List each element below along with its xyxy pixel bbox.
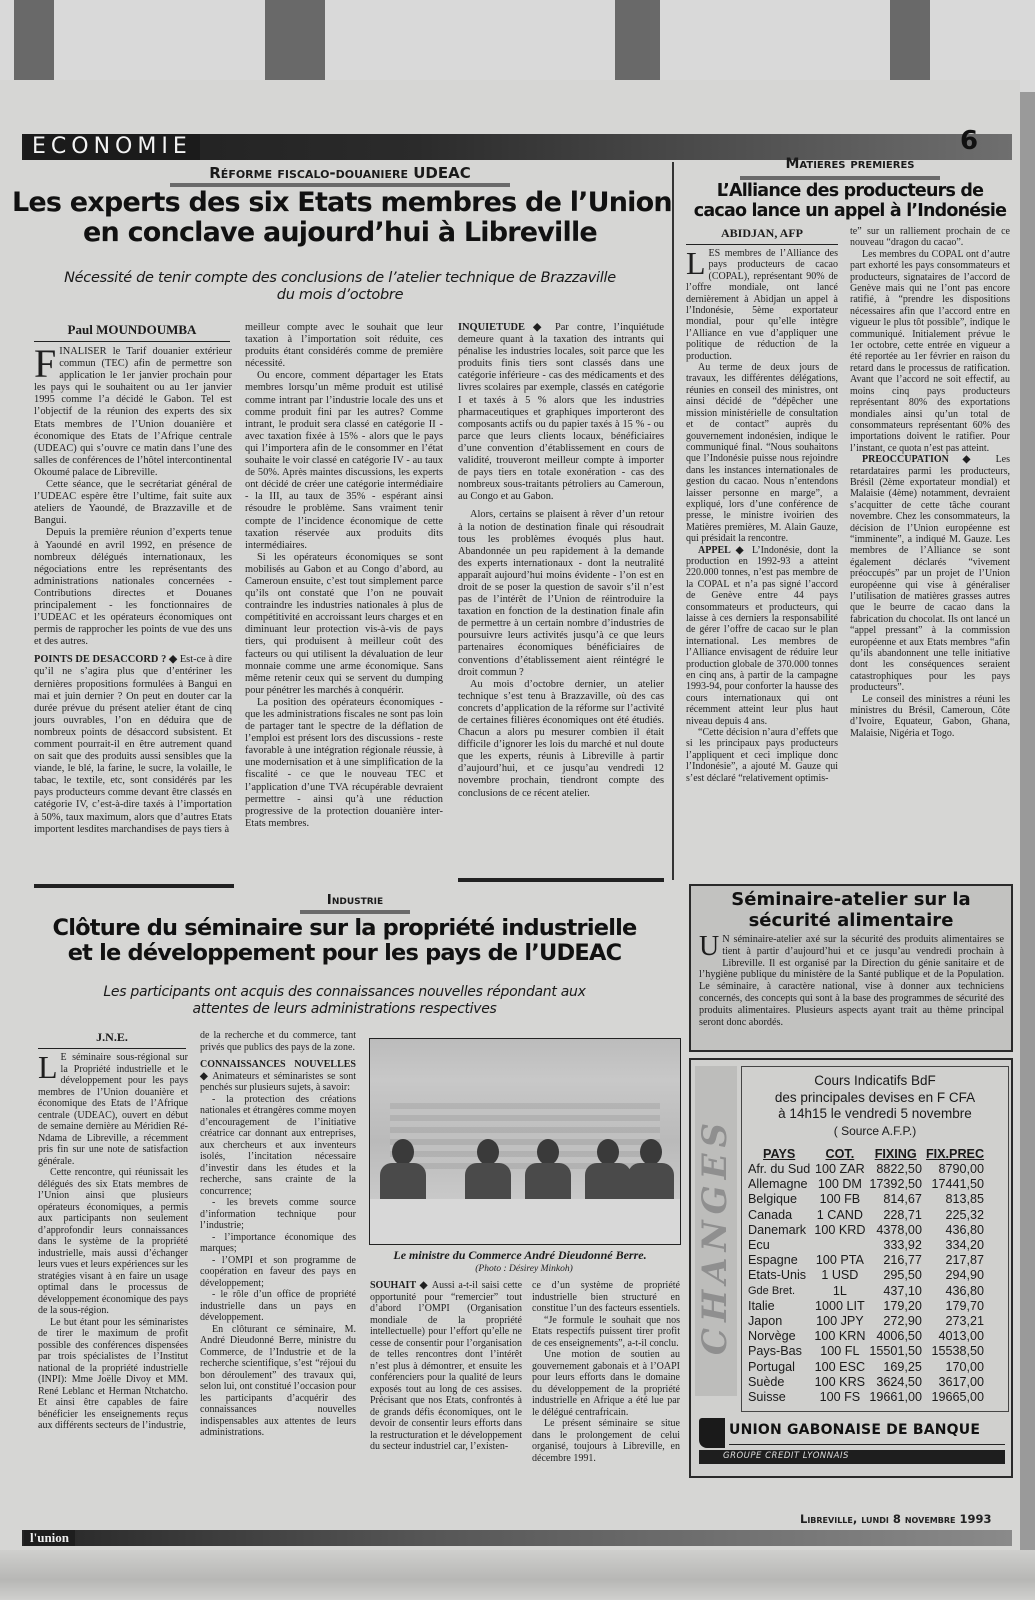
cell-previous-fixing: 813,85 [945, 1192, 985, 1207]
paragraph: En clôturant ce séminaire, M. André Dieudonné Berre, ministre du Commerce, de l’Industrie et de la recherche scientifique, s’est “réjoui du bon déroulement” des travaux qui, selon lui, ont constitué l’occasion pour les participants d’acquérir des connaissances nouvelles indispensables aux attentes de leurs administrations. [200, 1323, 356, 1438]
paragraph: Si les opérateurs économiques se sont mobilisés au Gabon et au Congo d’abord, au Cameroun ensuite, c’est tout simplement parce qu’ils ont constaté que l’on ne pouvait contraindre les industries nationales à plus de compétitivité en accroissant leurs charges et en diminuant leur protection vis-à-vis de pays tiers, qui produisent à meilleur coût des facteurs ou qui utilisent la dévaluation de leur monnaie comme une arme économique. Sans même retenir ceux qui se servent du dumping pour pénétrer les marchés à conquérir. [245, 551, 443, 696]
cell-quotation: 100 KRN [814, 1329, 866, 1344]
background-strip [0, 0, 1035, 92]
table-row [746, 1329, 986, 1344]
cell-previous-fixing: 273,21 [945, 1314, 985, 1329]
udeac-headline-line2: en conclave aujourd’hui à Libreville [83, 217, 597, 249]
udeac-byline: Paul MOUNDOUMBA [34, 322, 230, 342]
paragraph: ES membres de l’Alliance des pays producteurs de cacao (COPAL), représentant 90% de l’offre mondiale, ont lancé dernièrement à Abidjan un appel à l’Indonésie, 5ème exportateur mondial, pour qu’elle intègre l’Alliance en vue d’appliquer une politique de réduction de la production. [686, 248, 838, 362]
paragraph: Le conseil des ministres a réuni les ministres du Brésil, Cameroun, Côte d’Ivoire, Equateur, Gabon, Ghana, Malaisie, Nigéria et Togo. [850, 693, 1010, 739]
cell-quotation: 100 JPY [816, 1314, 864, 1329]
cell-fixing: 3624,50 [876, 1374, 922, 1389]
udeac-column-3 [458, 322, 664, 800]
background-bar [265, 0, 325, 90]
cell-country: Portugal [748, 1359, 795, 1374]
industrie-deck-line2: attentes de leurs administrations respectives [192, 1000, 497, 1017]
cell-country: Espagne [748, 1253, 798, 1268]
column-header: FIXING [874, 1146, 917, 1161]
cacao-column-2 [850, 226, 1010, 739]
subhead: INQUIETUDE ◆ [458, 322, 547, 333]
paragraph: N séminaire-atelier axé sur la sécurité des produits alimentaires se tient à partir d’aujourd’hui et ce jusqu’au vendredi prochain à Libreville. Il est organisé par la Direction du génie sanitaire et de l’hygiène publique du ministère de la Santé publique et de la Population. Le séminaire, à caractère national, vise à donner aux techniciens concernés, des concepts qui sont à la base des programmes de sécurité des produits alimentaires. Plusieurs aspects ayant trait au thème principal seront donc abordés. [699, 934, 1004, 1028]
paragraph: Ou encore, comment départager les Etats membres lorsqu’un même produit est utilisé comme intrant par l’industrie locale des uns et comme produit fini par les autres? Comme intrant, le produit sera classé en catégorie II - avec taxation fixée à 15% - alors que le pays qui l’importera afin de le consommer en l’état souhaite le voir classé en catégorie IV - au taux de 50%. Après maintes discussions, les experts ont décidé de créer une catégorie intermédiaire - la III, au taux de 35% - espérant ainsi résoudre le problème. Sans vraiment tenir compte de l’incidence économique de cette taxation réservée aux produits dits intermédiaires. [245, 370, 443, 551]
paragraph: - les brevets comme source d’information technique pour l’industrie; [200, 1197, 356, 1231]
cell-country: Belgique [748, 1192, 798, 1207]
paragraph: Le présent séminaire se situe dans le prolongement de celui organisé, toujours à Libreville, en décembre 1991. [532, 1418, 680, 1464]
table-row [746, 1223, 986, 1238]
cell-country: Gde Bret. [748, 1284, 796, 1297]
exchange-rates-box [689, 1058, 1013, 1478]
food-title-line2: sécurité alimentaire [748, 910, 954, 931]
udeac-column-1 [34, 341, 232, 836]
paragraph: de la recherche et du commerce, tant privés que publics des pays de la zone. [200, 1030, 356, 1053]
exchange-rates-panel [741, 1066, 1009, 1412]
cell-quotation: 100 ESC [814, 1359, 866, 1374]
bank-advert [691, 1412, 1011, 1474]
background-bar [615, 0, 660, 90]
cell-quotation: 1 USD [821, 1268, 859, 1283]
cell-fixing: 814,67 [883, 1192, 922, 1207]
drop-cap: F [34, 341, 57, 386]
kicker-rule [300, 910, 410, 914]
industrie-kicker: Industrie [326, 892, 384, 908]
footer-bar [22, 1530, 1012, 1546]
cell-country: Suède [748, 1374, 785, 1389]
industrie-headline-line1: Clôture du séminaire sur la propriété industrielle [52, 915, 637, 941]
paragraph: Est-ce à dire qu’il ne s’agira plus que d’entériner les dernières propositions formulées à Bangui en mai et juin dernier ? On peut en douter car la durée prévue du présent atelier étant de cinq jours ouvrables, l’on en déduira que de nombreux points de désaccord subsistent. Et comment pourrait-il en être autrement quand on sait que des produits aussi sensibles que la viande, le blé, la farine, le sucre, la volaille, le tabac, le textile, etc, sont considérés par les pays producteurs comme devant être classés en catégorie IV, c’est-à-dire taxés à l’importation à 50%, taux maximum, alors que d’autres Etats importent lesdites marchandises de pays tiers à [34, 654, 232, 835]
paragraph: ce d’un système de propriété industrielle bien structuré en constitue l’un des facteurs essentiels. [532, 1280, 681, 1314]
table-header-row [746, 1145, 986, 1162]
cell-quotation: 100 FL [820, 1344, 860, 1359]
table-row [746, 1162, 986, 1177]
cell-fixing: 4006,50 [876, 1329, 922, 1344]
section-label: ECONOMIE [24, 134, 200, 160]
paragraph: te” sur un ralliement prochain de ce nouveau “dragon du cacao”. [850, 226, 1010, 249]
cell-country: Japon [748, 1314, 783, 1329]
newspaper-name: l'union [24, 1530, 75, 1546]
cell-quotation: 100 KRS [814, 1374, 866, 1389]
column-header: COT. [825, 1146, 855, 1161]
cell-country: Suisse [748, 1390, 786, 1405]
cell-previous-fixing: 8790,00 [938, 1162, 985, 1176]
fx-heading-line4: ( Source A.F.P.) [833, 1123, 917, 1138]
table-row [746, 1284, 986, 1299]
cell-previous-fixing: 170,00 [945, 1359, 985, 1374]
cell-quotation [812, 1238, 867, 1253]
cell-quotation: 100 FS [819, 1390, 861, 1405]
paragraph: Une motion de soutien au gouvernement gabonais et à l’OAPI pour leurs efforts dans le domaine du développement de la propriété industrielle en Afrique a été lue par le délégué centrafricain. [532, 1349, 680, 1418]
subhead: PREOCCUPATION ◆ [862, 454, 982, 466]
udeac-deck-line1: Nécessité de tenir compte des conclusions de l’atelier technique de Brazzaville [64, 270, 616, 286]
table-row [746, 1238, 986, 1253]
changes-side-label [695, 1066, 737, 1396]
udeac-kicker: Réforme fiscalo-douaniere UDEAC [209, 164, 471, 182]
cell-quotation: 1L [832, 1283, 847, 1298]
cell-fixing: 179,20 [883, 1298, 922, 1313]
udeac-deck-line2: du mois d’octobre [276, 287, 404, 304]
cell-previous-fixing: 334,20 [945, 1238, 985, 1253]
bank-rule [729, 1444, 1005, 1445]
exchange-rates-heading [742, 1073, 1008, 1139]
paragraph: Au terme de deux jours de travaux, les différentes délégations, réunies en conseil des ministres, ont ainsi décidé de “dépêcher une mission ministérielle de consultation et de contact” auprès du gouvernement indonésien, indique le communiqué final. “Nous souhaitons que l’Indonésie puisse nous rejoindre dans les instances internationales de gestion du cacao. Nous n’entendons laisser personne en marge”, a expliqué, lors d’une conférence de presse, le ministre ivoirien des Matières premières, M. Alain Gauze, qui présidait la rencontre. [686, 362, 838, 545]
cacao-kicker: Matieres premieres [785, 156, 915, 172]
cell-fixing: 437,10 [883, 1283, 922, 1298]
paragraph: Cette séance, que le secrétariat général de l’UDEAC espère être l’ultime, fait suite aux ateliers de Yaoundé, de Brazzaville et de Bangui. [34, 479, 232, 527]
bank-group: GROUPE CREDIT LYONNAIS [723, 1451, 849, 1461]
subhead: CONNAISSANCES NOUVELLES ◆ [200, 1059, 356, 1082]
paragraph: Les retardataires parmi les producteurs, Brésil (2ème exportateur mondial) et Malaisie (4ème) notamment, devraient s’acquitter de cette tâche courant novembre. Chez les consommateurs, la décision de l’Union européenne est “imminente”, a indiqué M. Gauze. Les membres de l’Alliance se sont également déclarés “vivement préoccupés” par un projet de l’Union européenne qui vise à généraliser l’utilisation de matières grasses autres que le beurre de cacao dans la fabrication du chocolat. Ils ont lancé un “appel pressant” à la commission européenne et aux Etats membres “afin qu’ils abandonnent une telle initiative dont les conséquences seraient catastrophiques pour les pays producteurs”. [850, 454, 1011, 694]
cell-previous-fixing: 17441,50 [931, 1177, 985, 1192]
cell-quotation: 100 PTA [815, 1253, 864, 1268]
column-divider [672, 162, 674, 880]
cell-previous-fixing: 225,32 [945, 1207, 985, 1222]
page-fold [0, 1550, 1035, 1600]
paragraph: Depuis la première réunion d’experts tenue à Yaoundé en avril 1992, en présence de nombreux délégués internationaux, les négociations entre les représentants des administrations nationales concernées - Contributions directes et Douanes principalement - les fonctionnaires de l’UDEAC et les opérateurs économiques ont permis de rapprocher les points de vue des uns et des autres. [34, 527, 232, 648]
paragraph: - l’OMPI et son programme de coopération en faveur des pays en développement; [200, 1254, 356, 1289]
cell-fixing: 295,50 [883, 1268, 922, 1283]
drop-cap: L [38, 1049, 58, 1085]
cacao-column-1 [686, 245, 839, 784]
paragraph: INALISER le Tarif douanier extérieur commun (TEC) afin de permettre son application le 1er janvier prochain pour les pays qui le souhaitent ou au 1er janvier 1995 comme l’a décidé le Gabon. Tel est l’objectif de la réunion des experts des six Etats membres de l’Union douanière et économique des Etats de l’Afrique centrale (UDEAC) qui s’ouvre ce matin dans l’une des salles de conférences de l’hôtel intercontinental Okoumé palace de Libreville. [34, 346, 232, 478]
changes-label-text: CHANGES [695, 1116, 735, 1356]
cell-fixing: 4378,00 [876, 1222, 922, 1237]
article-divider [34, 884, 234, 888]
cell-country: Etats-Unis [748, 1268, 807, 1283]
table-row [746, 1253, 986, 1268]
photo-caption: Le ministre du Commerce André Dieudonné Berre. [393, 1248, 647, 1262]
paragraph: E séminaire sous-régional sur la Propriété industrielle et le développement pour les pays membres de l’Union douanière et économique des Etats de l’Afrique centrale (UDEAC), ouvert en début de semaine dernière au Méridien Ré-Ndama de Libreville, a récemment pris fin sur une note de satisfaction générale. [38, 1052, 188, 1167]
industrie-column-3 [370, 1280, 522, 1453]
cell-fixing: 15501,50 [869, 1344, 922, 1359]
paragraph: - le rôle d’un office de propriété industrielle dans un pays en développement. [200, 1289, 356, 1323]
cell-country: Afr. du Sud [748, 1162, 811, 1176]
table-row [746, 1314, 986, 1329]
photo-table [370, 1199, 680, 1244]
cell-quotation: 1 CAND [816, 1207, 863, 1222]
industrie-column-2 [200, 1030, 356, 1439]
drop-cap: U [699, 931, 720, 962]
cell-fixing: 169,25 [883, 1359, 922, 1374]
column-header: FIX.PREC [925, 1146, 985, 1161]
cell-fixing: 17392,50 [869, 1177, 922, 1192]
cell-previous-fixing: 436,80 [945, 1222, 985, 1237]
cell-country: Danemark [748, 1222, 807, 1237]
paragraph: Par contre, l’inquiétude demeure quant à la taxation des intrants qui pénalise les industries locales, soit parce que les produits finis tiers sont classés dans une catégorie inférieure - cas des médicaments et des livres scolaires par exemple, classés en catégorie I et taxés à 5 % alors que les industries pharmaceutiques et graphiques importeront des composants actifs ou du papier taxés à 15 % - ou parce que leurs clients locaux, bénéficiaires d’une convention d’établissement en cours de validité, trouveront meilleur compte à importer de pays tiers en totale exonération - cas des nombreux sous-traitants pétroliers au Cameroun, au Congo et au Gabon. [458, 322, 664, 503]
cell-country: Canada [748, 1207, 793, 1222]
cell-quotation: 100 FB [819, 1192, 861, 1207]
cell-previous-fixing: 217,87 [945, 1253, 985, 1268]
cell-previous-fixing: 15538,50 [931, 1344, 985, 1359]
exchange-rates-table [746, 1145, 986, 1405]
column-header: PAYS [763, 1146, 796, 1161]
table-row [746, 1208, 986, 1223]
cell-fixing: 228,71 [883, 1207, 922, 1222]
paragraph: Au mois d’octobre dernier, un atelier technique s’est tenu à Brazzaville, où des cas concrets d’application de la réforme sur l’activité de certaines filières économiques ont été étudiés. Chacun a alors pu mesurer combien il était difficile d’ignorer les lois du marché et nul doute que les experts, réunis à Libreville à partir d’aujourd’hui, et ce jusqu’au vendredi 12 novembre prochain, tiendront compte des conclusions de ce récent atelier. [458, 678, 664, 799]
table-row [746, 1390, 986, 1405]
industrie-deck-line1: Les participants ont acquis des connaissances nouvelles répondant aux [103, 984, 586, 1000]
paragraph: Les membres du COPAL ont d’autre part exhorté les pays consommateurs et producteurs, signataires de l’accord de Genève mais qui ne l’ont pas encore ratifié, à “prendre les dispositions nécessaires afin que l’accord entre en vigueur le plus tôt possible”, indique le communiqué. Initialement prévue le 1er octobre, cette entrée en vigueur a été reportée au 1er février en raison du retard dans le processus de ratification. Avant que l’accord ne soit effectif, au moins cinq pays producteurs représentant 80% des exportations mondiales ainsi qu’un total de consommateurs représentant 60% des importations doivent le ratifier. Pour l’instant, ce quota n’est pas atteint. [850, 248, 1010, 454]
paragraph: “Cette décision n’aura d’effets que si les principaux pays producteurs l’appliquent et ceci implique donc l’Indonésie”, a ajouté M. Gauze qui s’est déclaré “relativement optimis- [686, 727, 838, 784]
paragraph: Le but étant pour les séminaristes de tirer le maximum de profit possible des conférences dispensées par trois spécialistes de l’Institut national de la propriété industrielle (INPI): Mme Joëlle Divoy et MM. René Leblanc et Herman Ntchatcho. Et ainsi être capables de faire bénéficier les enseignements reçus aux différents secteurs de l’industrie, [38, 1316, 188, 1431]
paragraph: L’Indonésie, dont la production en 1992-93 a atteint 220.000 tonnes, n’est pas membre de la COPAL et n’a pas signé l’accord de Genève entre 44 pays consommateurs et producteurs, qui laisse à ces derniers la responsabilité de gérer l’offre de cacao sur le plan international. Les membres de l’Alliance envisagent de réduire leur production globale de 370.000 tonnes en cinq ans, à partir de la campagne 1993-94, pour conforter la hausse des cours internationaux qui ont récemment atteint leur plus haut niveau depuis 4 ans. [686, 544, 839, 727]
paragraph: Aussi a-t-il saisi cette opportunité pour “remercier” tout d’abord l’OMPI (Organisation mondiale de la propriété intellectuelle) pour l’effort qu’elle ne cesse de consentir pour l’organisation de telles rencontres dont l’intérêt n’est plus à démontrer, et ensuite les conférenciers pour la qualité de leurs exposés tout au long de ces assises. Précisant que nos Etats, confrontés à de grands défis économiques, ont le devoir de consentir leurs efforts dans la restructuration et le développement du secteur industriel car, l’existen- [370, 1280, 523, 1452]
page-number: 6 [960, 126, 979, 156]
table-row [746, 1192, 986, 1207]
subhead: POINTS DE DESACCORD ? ◆ [34, 654, 178, 666]
photo-credit: (Photo : Désirey Minkoh) [475, 1264, 573, 1274]
cacao-byline: ABIDJAN, AFP [686, 226, 838, 245]
paragraph: - l’importance économique des marques; [200, 1231, 356, 1254]
cell-country: Ecu [748, 1238, 770, 1253]
food-title-line1: Séminaire-atelier sur la [731, 889, 971, 910]
cell-previous-fixing: 19665,00 [931, 1390, 985, 1405]
udeac-column-2 [245, 322, 443, 830]
industrie-column-4 [532, 1280, 680, 1464]
bank-logo-icon [699, 1418, 725, 1448]
table-row [746, 1375, 986, 1390]
cell-fixing: 272,90 [883, 1314, 922, 1329]
minister-photo [369, 1038, 681, 1245]
paragraph: meilleur compte avec le souhait que leur taxation à l’importation soit réduite, ces produits étant considérés comme de première nécessité. [245, 322, 443, 370]
background-bar [14, 0, 54, 90]
paragraph: Animateurs et séminaristes se sont penchés sur plusieurs sujets, à savoir: [200, 1070, 356, 1093]
drop-cap: L [686, 245, 706, 281]
cell-quotation: 100 ZAR [815, 1162, 865, 1176]
table-row [746, 1360, 986, 1375]
bank-name: UNION GABONAISE DE BANQUE [729, 1422, 981, 1438]
dateline: Libreville, lundi 8 novembre 1993 [800, 1512, 992, 1526]
cell-country: Pays-Bas [748, 1344, 802, 1359]
food-security-title [691, 889, 1011, 931]
cell-previous-fixing: 3617,00 [938, 1374, 985, 1389]
background-bar [890, 0, 930, 90]
article-divider [458, 878, 664, 882]
fx-heading-line3: à 14h15 le vendredi 5 novembre [778, 1106, 972, 1121]
cell-fixing: 333,92 [883, 1238, 922, 1253]
cell-country: Italie [748, 1298, 775, 1313]
subhead: APPEL ◆ [698, 544, 747, 556]
paragraph: “Je formule le souhait que nos Etats respectifs puissent tirer profit de ces enseignements”, a-t-il conclu. [532, 1314, 680, 1349]
udeac-deck [12, 270, 668, 305]
industrie-column-1 [38, 1049, 188, 1432]
cell-previous-fixing: 294,90 [945, 1268, 985, 1283]
paragraph: - la protection des créations nationales et étrangères comme moyen d’encouragement de l’initiative créatrice car donnant aux entreprises, aux chercheurs et aux inventeurs isolés, l’incitation nécessaire d’investir dans les études et la recherche, sans crainte de la concurrence; [200, 1093, 356, 1197]
table-row [746, 1268, 986, 1283]
bank-group-band [699, 1450, 1005, 1464]
cell-quotation: 100 DM [817, 1177, 862, 1192]
cell-previous-fixing: 436,80 [945, 1283, 985, 1298]
industrie-byline: J.N.E. [38, 1030, 186, 1049]
industrie-headline [12, 916, 677, 966]
table-row [746, 1299, 986, 1314]
udeac-headline [12, 187, 672, 249]
cacao-headline [680, 182, 1020, 221]
cell-fixing: 19661,00 [869, 1390, 922, 1405]
fx-heading-line1: Cours Indicatifs BdF [814, 1073, 936, 1088]
industrie-deck [12, 984, 677, 1018]
cell-fixing: 8822,50 [876, 1162, 922, 1176]
table-row [746, 1344, 986, 1359]
food-security-box [689, 884, 1013, 1052]
food-security-text [699, 931, 1004, 1028]
cell-fixing: 216,77 [883, 1253, 922, 1268]
kicker-rule [740, 176, 940, 180]
cacao-headline-line2: cacao lance un appel à l’Indonésie [693, 200, 1007, 221]
paragraph: Cette rencontre, qui réunissait les délégués des six Etats membres de l’Union ainsi que plusieurs opérateurs économiques, a permis aux participants non seulement d’approfondir leurs connaissances dans le système de la propriété industrielle, mais aussi d’échanger leurs vues et leurs expériences sur les stratégies visant à en faire un usage optimal dans le processus de développement économique des pays de la sous-région. [38, 1167, 188, 1316]
cacao-headline-line1: L’Alliance des producteurs de [716, 181, 984, 201]
paragraph: La position des opérateurs économiques - que les administrations fiscales ne sont pas loin de partager tant le spectre de la déflation de l’emploi est présent lors des discussions - reste favorable à une intégration régionale réussie, à une modernisation et à une simplification de la fiscalité - ce que le nouveau TEC et l’application d’une TVA récupérable devraient permettre - ainsi qu’à une réduction progressive de la protection douanière inter-Etats membres. [245, 696, 443, 829]
fx-heading-line2: des principales devises en F CFA [774, 1089, 976, 1105]
subhead: SOUHAIT ◆ [370, 1280, 429, 1291]
cell-previous-fixing: 4013,00 [938, 1329, 985, 1344]
cell-previous-fixing: 179,70 [945, 1298, 985, 1313]
paragraph: Alors, certains se plaisent à rêver d’un retour à la notion de destination finale qui résoudrait tous les problèmes évoqués plus haut. Abandonnée un peu rapidement à la demande des experts internationaux - dont la neutralité apparaît aujourd’hui moins évidente - l’on est en droit de se poser la question de savoir s’il n’est pas de l’intérêt de l’Union de réintroduire la taxation en fonction de la destination finale afin de permettre à un certain nombre d’industries de poursuivre leurs activités jusqu’à ce que leurs partenaires économiques bénéficiaires de conventions d’établissement aient réintégré le droit commun ? [458, 509, 664, 678]
udeac-headline-line1: Les experts des six Etats membres de l’Union [12, 187, 672, 218]
cell-quotation: 100 KRD [814, 1222, 866, 1237]
cell-country: Allemagne [748, 1177, 808, 1192]
cell-country: Norvège [748, 1329, 796, 1344]
table-row [746, 1177, 986, 1192]
industrie-headline-line2: et le développement pour les pays de l’UDEAC [67, 940, 622, 967]
cell-quotation: 1000 LIT [815, 1298, 865, 1313]
